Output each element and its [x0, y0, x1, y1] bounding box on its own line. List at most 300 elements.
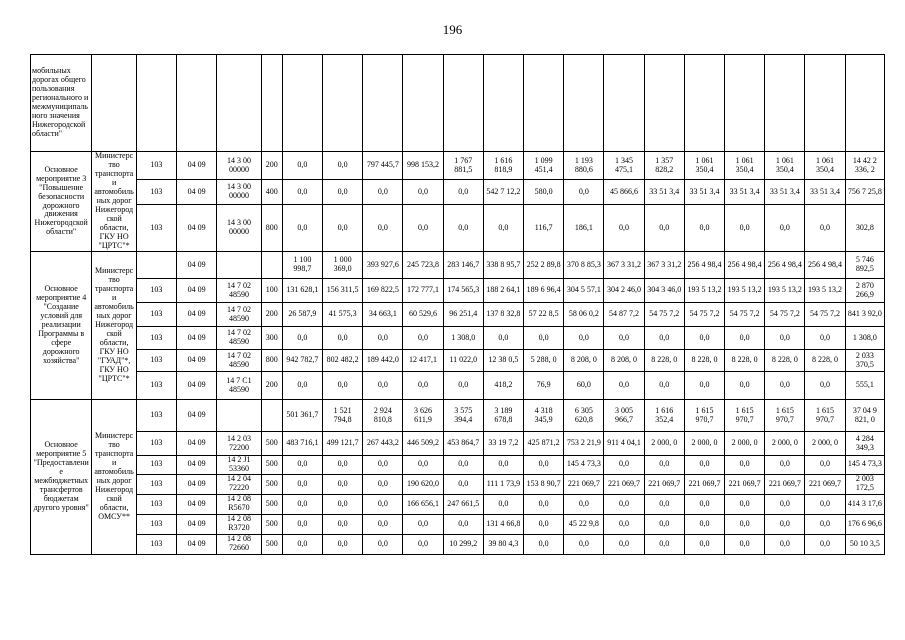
value-cell: 0,0 [644, 456, 684, 475]
table-row [31, 205, 885, 252]
value-cell: 841 3 92,0 [845, 303, 884, 327]
value-cell: 0,0 [604, 456, 644, 475]
empty-cell [684, 55, 724, 152]
value-cell: 252 2 89,8 [524, 252, 564, 279]
measure-name-cell: Основное мероприятие 4 "Создание условий для реализации Программы в сфере дорожного хозяйства" [31, 252, 92, 400]
value-cell: 186,1 [564, 205, 604, 252]
empty-cell [363, 55, 403, 152]
value-cell: 34 663,1 [363, 303, 403, 327]
table-row [31, 55, 885, 152]
grbs-cell: 103 [136, 432, 176, 456]
expense-type-cell: 500 [261, 456, 282, 475]
grbs-cell: 103 [136, 350, 176, 372]
value-cell: 1 615 970,7 [805, 400, 845, 432]
value-cell: 10 299,2 [443, 534, 483, 554]
value-cell: 0,0 [684, 327, 724, 350]
value-cell: 174 565,3 [443, 279, 483, 303]
value-cell: 33 51 3,4 [644, 180, 684, 205]
section-cell: 04 09 [177, 303, 217, 327]
value-cell: 0,0 [644, 372, 684, 400]
value-cell: 453 864,7 [443, 432, 483, 456]
value-cell: 26 587,9 [282, 303, 322, 327]
value-cell: 33 51 3,4 [765, 180, 805, 205]
value-cell: 0,0 [684, 456, 724, 475]
value-cell: 367 3 31,2 [604, 252, 644, 279]
value-cell: 0,0 [564, 494, 604, 514]
value-cell: 0,0 [483, 205, 523, 252]
value-cell: 425 871,2 [524, 432, 564, 456]
value-cell: 5 746 892,5 [845, 252, 884, 279]
value-cell: 221 069,7 [765, 474, 805, 494]
value-cell: 0,0 [323, 180, 363, 205]
value-cell: 0,0 [805, 494, 845, 514]
value-cell: 137 8 32,8 [483, 303, 523, 327]
value-cell: 0,0 [805, 205, 845, 252]
value-cell: 8 228, 0 [765, 350, 805, 372]
value-cell: 0,0 [282, 514, 322, 534]
value-cell: 221 069,7 [725, 474, 765, 494]
value-cell: 0,0 [323, 514, 363, 534]
table-row [31, 252, 885, 279]
value-cell: 283 146,7 [443, 252, 483, 279]
target-item-cell: 14 7 02 48590 [217, 303, 261, 327]
value-cell: 0,0 [644, 327, 684, 350]
value-cell: 0,0 [564, 327, 604, 350]
value-cell: 0,0 [282, 474, 322, 494]
value-cell: 50 10 3,5 [845, 534, 884, 554]
value-cell: 0,0 [282, 372, 322, 400]
empty-cell [604, 55, 644, 152]
budget-table [30, 54, 885, 555]
section-cell: 04 09 [177, 456, 217, 475]
value-cell: 193 5 13,2 [765, 279, 805, 303]
value-cell: 911 4 04,1 [604, 432, 644, 456]
value-cell: 304 5 57,1 [564, 279, 604, 303]
value-cell: 41 575,3 [323, 303, 363, 327]
value-cell: 0,0 [443, 372, 483, 400]
value-cell: 0,0 [765, 327, 805, 350]
value-cell: 0,0 [524, 514, 564, 534]
value-cell: 57 22 8,5 [524, 303, 564, 327]
value-cell: 0,0 [725, 514, 765, 534]
value-cell: 54 87 7,2 [604, 303, 644, 327]
value-cell: 221 069,7 [805, 474, 845, 494]
grbs-cell: 103 [136, 400, 176, 432]
value-cell: 193 5 13,2 [805, 279, 845, 303]
value-cell: 0,0 [363, 474, 403, 494]
grbs-cell [136, 252, 176, 279]
value-cell: 1 521 794,8 [323, 400, 363, 432]
value-cell: 0,0 [403, 180, 443, 205]
value-cell: 483 716,1 [282, 432, 322, 456]
value-cell: 418,2 [483, 372, 523, 400]
value-cell: 0,0 [805, 534, 845, 554]
value-cell: 1 061 350,4 [805, 152, 845, 180]
value-cell: 11 022,0 [443, 350, 483, 372]
target-item-cell: 14 3 00 00000 [217, 152, 261, 180]
value-cell: 0,0 [684, 372, 724, 400]
grbs-cell: 103 [136, 327, 176, 350]
table-row [31, 534, 885, 554]
target-item-cell: 14 2 08 72660 [217, 534, 261, 554]
value-cell: 1 061 350,4 [725, 152, 765, 180]
value-cell: 0,0 [323, 327, 363, 350]
value-cell: 0,0 [403, 456, 443, 475]
value-cell: 5 288, 0 [524, 350, 564, 372]
expense-type-cell: 100 [261, 279, 282, 303]
value-cell: 37 04 9 821, 0 [845, 400, 884, 432]
target-item-cell: 14 7 02 48590 [217, 350, 261, 372]
value-cell: 0,0 [644, 494, 684, 514]
value-cell: 0,0 [282, 180, 322, 205]
target-item-cell: 14 2 04 72220 [217, 474, 261, 494]
section-cell: 04 09 [177, 205, 217, 252]
target-item-cell: 14 2 08 R3720 [217, 514, 261, 534]
expense-type-cell [261, 400, 282, 432]
value-cell: 189 442,0 [363, 350, 403, 372]
empty-cell [261, 55, 282, 152]
grbs-cell: 103 [136, 205, 176, 252]
value-cell: 499 121,7 [323, 432, 363, 456]
value-cell: 0,0 [644, 534, 684, 554]
value-cell: 8 228, 0 [805, 350, 845, 372]
value-cell: 0,0 [604, 327, 644, 350]
expense-type-cell: 200 [261, 372, 282, 400]
value-cell: 0,0 [323, 494, 363, 514]
empty-cell [217, 55, 261, 152]
measure-name-cell: Основное мероприятие 5 "Предоставление межбюджетных трансфертов бюджетам другого уровня" [31, 400, 92, 555]
value-cell: 0,0 [483, 494, 523, 514]
executor-cell: Министерство транспорта и автомобильных дорог Нижегородской области, ОМСУ** [92, 400, 136, 555]
value-cell: 54 75 7,2 [725, 303, 765, 327]
grbs-cell: 103 [136, 372, 176, 400]
value-cell: 221 069,7 [684, 474, 724, 494]
table-row [31, 180, 885, 205]
value-cell: 8 228, 0 [725, 350, 765, 372]
value-cell: 256 4 98,4 [684, 252, 724, 279]
value-cell: 0,0 [684, 205, 724, 252]
empty-cell [564, 55, 604, 152]
target-item-cell [217, 252, 261, 279]
table-row [31, 474, 885, 494]
value-cell: 1 099 451,4 [524, 152, 564, 180]
value-cell: 3 626 611,9 [403, 400, 443, 432]
value-cell: 756 7 25,8 [845, 180, 884, 205]
value-cell: 2 033 370,5 [845, 350, 884, 372]
section-cell: 04 09 [177, 152, 217, 180]
value-cell: 193 5 13,2 [725, 279, 765, 303]
executor-cell: Министерство транспорта и автомобильных дорог Нижегородской области, ГКУ НО "ГУАД"*, ГКУ НО "ЦРТС"* [92, 252, 136, 400]
grbs-cell: 103 [136, 514, 176, 534]
value-cell: 0,0 [524, 456, 564, 475]
value-cell: 0,0 [363, 372, 403, 400]
grbs-cell: 103 [136, 494, 176, 514]
expense-type-cell: 500 [261, 494, 282, 514]
value-cell: 2 003 172,5 [845, 474, 884, 494]
value-cell: 193 5 13,2 [684, 279, 724, 303]
value-cell: 1 308,0 [443, 327, 483, 350]
value-cell: 0,0 [363, 205, 403, 252]
value-cell: 190 620,0 [403, 474, 443, 494]
value-cell: 0,0 [403, 514, 443, 534]
value-cell: 0,0 [282, 327, 322, 350]
value-cell: 1 061 350,4 [684, 152, 724, 180]
target-item-cell [217, 400, 261, 432]
value-cell: 0,0 [443, 205, 483, 252]
value-cell: 33 51 3,4 [684, 180, 724, 205]
value-cell: 542 7 12,2 [483, 180, 523, 205]
value-cell: 4 318 345,9 [524, 400, 564, 432]
value-cell: 0,0 [765, 514, 805, 534]
value-cell: 256 4 98,4 [765, 252, 805, 279]
value-cell: 393 927,6 [363, 252, 403, 279]
value-cell: 8 228, 0 [644, 350, 684, 372]
empty-cell [177, 55, 217, 152]
value-cell: 221 069,7 [564, 474, 604, 494]
value-cell: 116,7 [524, 205, 564, 252]
value-cell: 1 000 369,0 [323, 252, 363, 279]
value-cell: 96 251,4 [443, 303, 483, 327]
value-cell: 0,0 [564, 534, 604, 554]
value-cell: 0,0 [725, 494, 765, 514]
empty-cell [92, 55, 136, 152]
value-cell: 304 3 46,0 [644, 279, 684, 303]
value-cell: 2 000, 0 [805, 432, 845, 456]
target-item-cell: 14 3 00 00000 [217, 205, 261, 252]
value-cell: 0,0 [765, 372, 805, 400]
value-cell: 14 42 2 336, 2 [845, 152, 884, 180]
value-cell: 176 6 96,6 [845, 514, 884, 534]
value-cell: 247 661,5 [443, 494, 483, 514]
value-cell: 153 8 90,7 [524, 474, 564, 494]
value-cell: 753 2 21,9 [564, 432, 604, 456]
value-cell: 256 4 98,4 [725, 252, 765, 279]
value-cell: 0,0 [524, 534, 564, 554]
value-cell: 0,0 [604, 534, 644, 554]
value-cell: 0,0 [725, 456, 765, 475]
value-cell: 1 193 880,6 [564, 152, 604, 180]
executor-cell: Министерство транспорта и автомобильных дорог Нижегородской области, ГКУ НО "ЦРТС"* [92, 152, 136, 252]
value-cell: 0,0 [403, 327, 443, 350]
section-cell: 04 09 [177, 432, 217, 456]
grbs-cell: 103 [136, 180, 176, 205]
value-cell: 0,0 [765, 534, 805, 554]
value-cell: 0,0 [282, 205, 322, 252]
value-cell: 0,0 [765, 494, 805, 514]
expense-type-cell: 800 [261, 350, 282, 372]
section-cell: 04 09 [177, 252, 217, 279]
value-cell: 580,0 [524, 180, 564, 205]
expense-type-cell: 500 [261, 432, 282, 456]
value-cell: 0,0 [805, 514, 845, 534]
expense-type-cell [261, 252, 282, 279]
expense-type-cell: 300 [261, 327, 282, 350]
value-cell: 39 80 4,3 [483, 534, 523, 554]
value-cell: 0,0 [323, 456, 363, 475]
value-cell: 0,0 [403, 534, 443, 554]
value-cell: 156 311,5 [323, 279, 363, 303]
value-cell: 0,0 [363, 514, 403, 534]
value-cell: 166 656,1 [403, 494, 443, 514]
table-row [31, 456, 885, 475]
value-cell: 0,0 [323, 152, 363, 180]
value-cell: 1 100 998,7 [282, 252, 322, 279]
grbs-cell: 103 [136, 303, 176, 327]
table-row [31, 279, 885, 303]
value-cell: 302,8 [845, 205, 884, 252]
table-row [31, 372, 885, 400]
value-cell: 0,0 [443, 514, 483, 534]
section-cell: 04 09 [177, 180, 217, 205]
value-cell: 0,0 [765, 456, 805, 475]
value-cell: 60,0 [564, 372, 604, 400]
expense-type-cell: 500 [261, 534, 282, 554]
grbs-cell: 103 [136, 474, 176, 494]
value-cell: 501 361,7 [282, 400, 322, 432]
section-cell: 04 09 [177, 327, 217, 350]
value-cell: 0,0 [805, 372, 845, 400]
value-cell: 0,0 [725, 327, 765, 350]
value-cell: 1 308,0 [845, 327, 884, 350]
value-cell: 188 2 64,1 [483, 279, 523, 303]
target-item-cell: 14 3 00 00000 [217, 180, 261, 205]
target-item-cell: 14 2 J1 53360 [217, 456, 261, 475]
value-cell: 446 509,2 [403, 432, 443, 456]
value-cell: 45 866,6 [604, 180, 644, 205]
table-row [31, 152, 885, 180]
value-cell: 338 8 95,7 [483, 252, 523, 279]
empty-cell [644, 55, 684, 152]
value-cell: 76,9 [524, 372, 564, 400]
value-cell: 0,0 [443, 456, 483, 475]
value-cell: 6 305 620,8 [564, 400, 604, 432]
value-cell: 58 06 0,2 [564, 303, 604, 327]
value-cell: 145 4 73,3 [845, 456, 884, 475]
value-cell: 145 4 73,3 [564, 456, 604, 475]
expense-type-cell: 200 [261, 152, 282, 180]
value-cell: 169 822,5 [363, 279, 403, 303]
value-cell: 0,0 [604, 205, 644, 252]
value-cell: 2 924 810,8 [363, 400, 403, 432]
section-cell: 04 09 [177, 350, 217, 372]
value-cell: 998 153,2 [403, 152, 443, 180]
value-cell: 0,0 [805, 327, 845, 350]
value-cell: 0,0 [765, 205, 805, 252]
value-cell: 0,0 [443, 180, 483, 205]
empty-cell [765, 55, 805, 152]
section-cell: 04 09 [177, 400, 217, 432]
target-item-cell: 14 2 03 72200 [217, 432, 261, 456]
value-cell: 0,0 [483, 327, 523, 350]
value-cell: 0,0 [282, 152, 322, 180]
grbs-cell: 103 [136, 279, 176, 303]
value-cell: 0,0 [725, 534, 765, 554]
value-cell: 0,0 [524, 327, 564, 350]
value-cell: 0,0 [483, 456, 523, 475]
empty-cell [524, 55, 564, 152]
value-cell: 245 723,8 [403, 252, 443, 279]
table-row [31, 400, 885, 432]
value-cell: 33 19 7,2 [483, 432, 523, 456]
value-cell: 0,0 [524, 494, 564, 514]
table-row [31, 432, 885, 456]
value-cell: 0,0 [604, 514, 644, 534]
value-cell: 54 75 7,2 [805, 303, 845, 327]
section-cell: 04 09 [177, 534, 217, 554]
value-cell: 1 616 818,9 [483, 152, 523, 180]
expense-type-cell: 500 [261, 474, 282, 494]
value-cell: 3 005 966,7 [604, 400, 644, 432]
value-cell: 0,0 [684, 534, 724, 554]
value-cell: 0,0 [644, 514, 684, 534]
value-cell: 0,0 [363, 494, 403, 514]
value-cell: 33 51 3,4 [805, 180, 845, 205]
value-cell: 0,0 [403, 205, 443, 252]
empty-cell [483, 55, 523, 152]
value-cell: 54 75 7,2 [644, 303, 684, 327]
page-number: 196 [442, 22, 463, 37]
value-cell: 8 228, 0 [684, 350, 724, 372]
value-cell: 256 4 98,4 [805, 252, 845, 279]
value-cell: 2 000, 0 [644, 432, 684, 456]
value-cell: 0,0 [323, 372, 363, 400]
value-cell: 0,0 [363, 327, 403, 350]
value-cell: 0,0 [282, 534, 322, 554]
empty-cell [805, 55, 845, 152]
value-cell: 0,0 [684, 494, 724, 514]
value-cell: 0,0 [443, 474, 483, 494]
value-cell: 0,0 [644, 205, 684, 252]
value-cell: 0,0 [323, 474, 363, 494]
value-cell: 111 1 73,9 [483, 474, 523, 494]
target-item-cell: 14 7 02 48590 [217, 327, 261, 350]
section-cell: 04 09 [177, 372, 217, 400]
value-cell: 0,0 [282, 456, 322, 475]
value-cell: 555,1 [845, 372, 884, 400]
expense-type-cell: 200 [261, 303, 282, 327]
value-cell: 54 75 7,2 [765, 303, 805, 327]
value-cell: 3 189 678,8 [483, 400, 523, 432]
value-cell: 221 069,7 [604, 474, 644, 494]
value-cell: 1 357 828,2 [644, 152, 684, 180]
value-cell: 4 284 349,3 [845, 432, 884, 456]
value-cell: 12 417,1 [403, 350, 443, 372]
target-item-cell: 14 7 02 48590 [217, 279, 261, 303]
value-cell: 2 000, 0 [725, 432, 765, 456]
expense-type-cell: 800 [261, 205, 282, 252]
value-cell: 0,0 [363, 534, 403, 554]
table-row [31, 327, 885, 350]
value-cell: 2 870 266,9 [845, 279, 884, 303]
empty-cell [443, 55, 483, 152]
value-cell: 45 22 9,8 [564, 514, 604, 534]
value-cell: 0,0 [323, 534, 363, 554]
value-cell: 60 529,6 [403, 303, 443, 327]
value-cell: 1 061 350,4 [765, 152, 805, 180]
value-cell: 0,0 [564, 180, 604, 205]
empty-cell [403, 55, 443, 152]
value-cell: 0,0 [363, 180, 403, 205]
value-cell: 221 069,7 [644, 474, 684, 494]
value-cell: 2 000, 0 [765, 432, 805, 456]
value-cell: 414 3 17,6 [845, 494, 884, 514]
empty-cell [845, 55, 884, 152]
value-cell: 0,0 [725, 205, 765, 252]
value-cell: 267 443,2 [363, 432, 403, 456]
value-cell: 1 615 970,7 [684, 400, 724, 432]
value-cell: 172 777,1 [403, 279, 443, 303]
empty-cell [725, 55, 765, 152]
